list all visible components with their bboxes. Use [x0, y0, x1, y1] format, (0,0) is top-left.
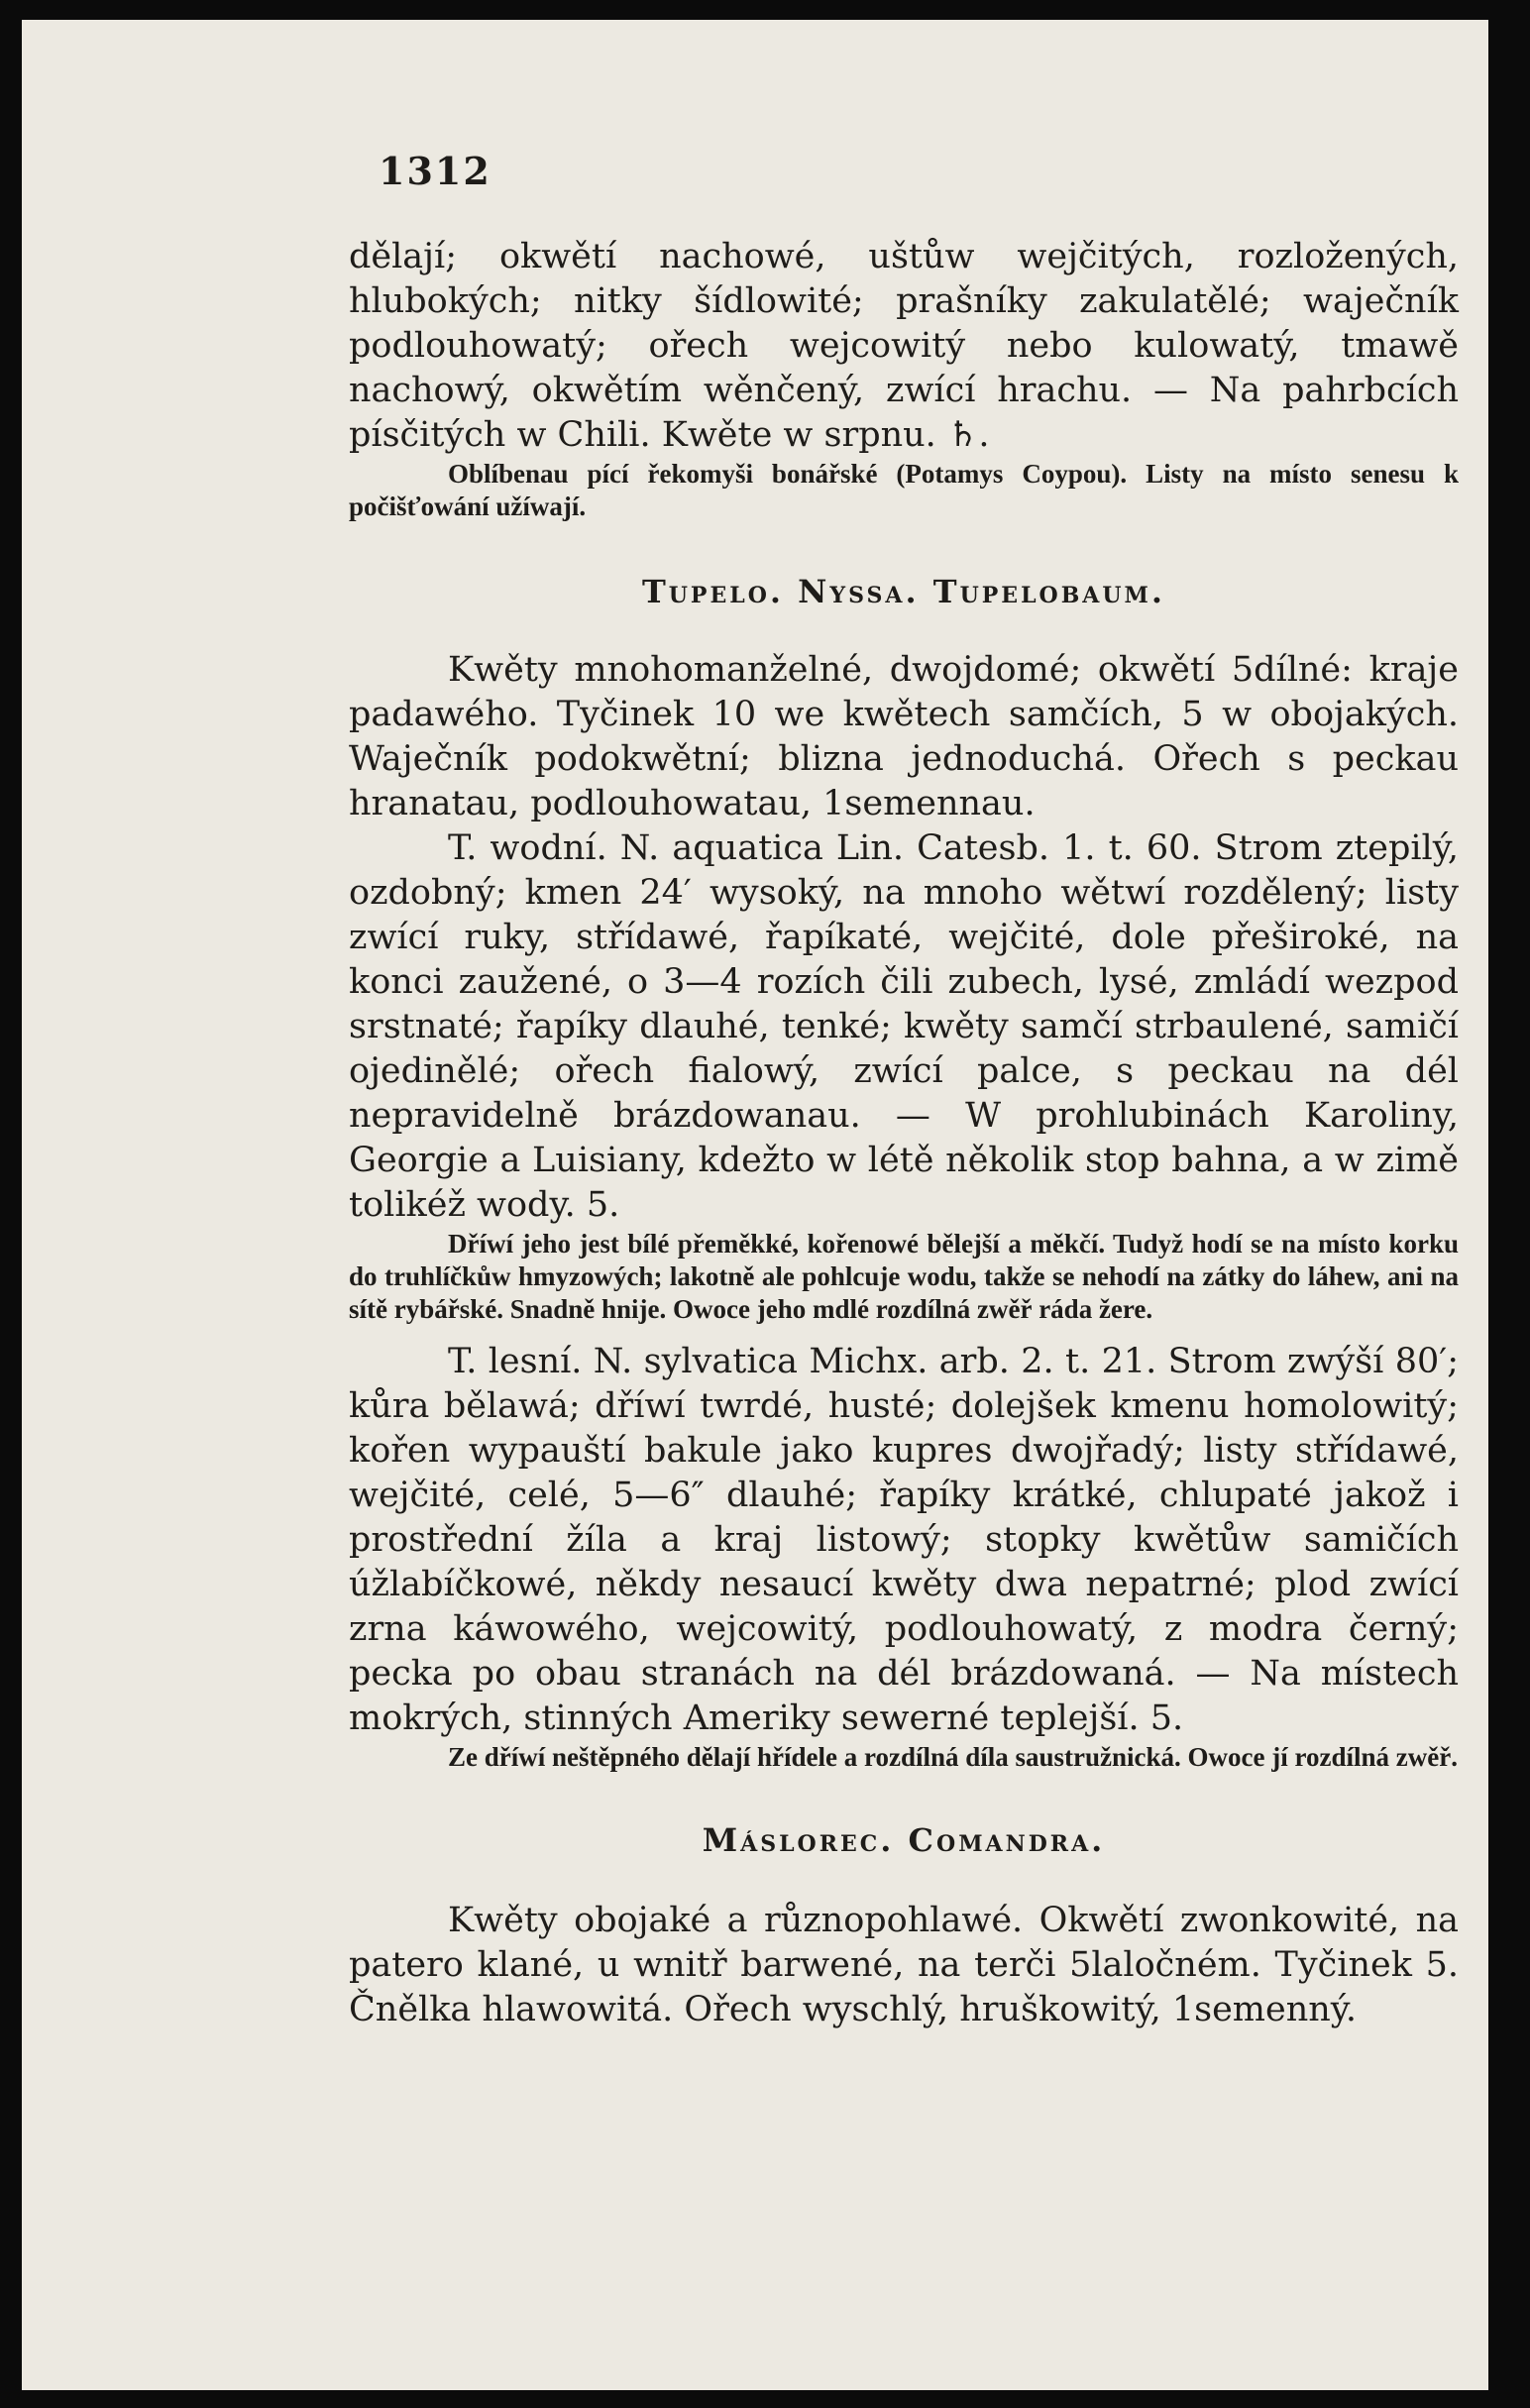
- species-sylvatica-note: Ze dříwí neštěpného dělají hřídele a rozdílná díla saustružnická. Owoce jí rozdílná zwěř.: [448, 1742, 1458, 1772]
- species-sylvatica: T. lesní. N. sylvatica Michx. arb. 2. t. 21. Strom zwýší 80′; kůra bělawá; dříwí twrdé, husté; dolejšek kmenu homolowitý; kořen wypauští bakule jako kupres dwojřadý; listy střídawé, wejčité, celé, 5—6″ dlauhé; řapíky krátké, chlupaté jakož i prostřední žíla a kraj listowý; stopky kwětůw samičích úžlabíčkowé, někdy nesaucí kwěty dwa nepatrné; plod zwící zrna káwowého, wejcowitý, podlouhowatý, z modra černý; pecka po obau stranách na dél brázdowaná. — Na místech mokrých, stinných Ameriky sewerné teplejší. 5.: [349, 1342, 1459, 1738]
- continued-description: dělají; okwětí nachowé, uštůw wejčitých, rozložených, hlubokých; nitky šídlowité; prašníky zakulatělé; waječník podlouhowatý; ořech wejcowitý nebo kulowatý, tmawě nachowý, okwětím wěnčený, zwící hrachu. — Na pahrbcích písčitých w Chili. Kwěte w srpnu. ♄.: [349, 237, 1459, 455]
- species-aquatica-note: Dříwí jeho jest bílé přeměkké, kořenowé bělejší a měkčí. Tudyž hodí se na místo korku do truhlíčkůw hmyzowých; lakotně ale pohlcuje wodu, takže se nehodí na zátky do láhew, ani na sítě rybářské. Snadně hnije. Owoce jeho mdlé rozdílná zwěř ráda žere.: [349, 1229, 1459, 1324]
- page-content: [349, 149, 1459, 2032]
- usage-note: Oblíbenau pící řekomyši bonářské (Potamys Coypou). Listy na místo senesu k počišťowání užíwají.: [349, 459, 1459, 521]
- spacer: [349, 1326, 1459, 1340]
- genus-heading-tupelo: Tupelo. Nyssa. Tupelobaum.: [641, 573, 1166, 610]
- book-page: [22, 20, 1488, 2390]
- genus-description-tupelo: Kwěty mnohomanželné, dwojdomé; okwětí 5dílné: kraje padawého. Tyčinek 10 we kwětech samčích, 5 w obojakých. Waječník podokwětní; blizna jednoduchá. Ořech s peckau hranatau, podlouhowatau, 1semennau.: [349, 650, 1459, 823]
- species-aquatica: T. wodní. N. aquatica Lin. Catesb. 1. t. 60. Strom ztepilý, ozdobný; kmen 24′ wysoký, na mnoho wětwí rozdělený; listy zwící ruky, střídawé, řapíkaté, wejčité, dole přeširoké, na konci zaužené, o 3—4 rozích čili zubech, lysé, zmládí wezpod srstnaté; řapíky dlauhé, tenké; kwěty samčí strbaulené, samičí ojedinělé; ořech fialowý, zwící palce, s peckau na dél nepravidelně brázdowanau. — W prohlubinách Karoliny, Georgie a Luisiany, kdežto w létě několik stop bahna, a w zimě tolikéž wody. 5.: [349, 828, 1459, 1225]
- genus-description-comandra: Kwěty obojaké a různopohlawé. Okwětí zwonkowité, na patero klané, u wnitř barwené, na terči 5laločném. Tyčinek 5. Čnělka hlawowitá. Ořech wyschlý, hruškowitý, 1semenný.: [349, 1901, 1459, 2029]
- genus-heading-comandra: Máslorec. Comandra.: [702, 1821, 1106, 1859]
- page-number: 1312: [379, 149, 492, 193]
